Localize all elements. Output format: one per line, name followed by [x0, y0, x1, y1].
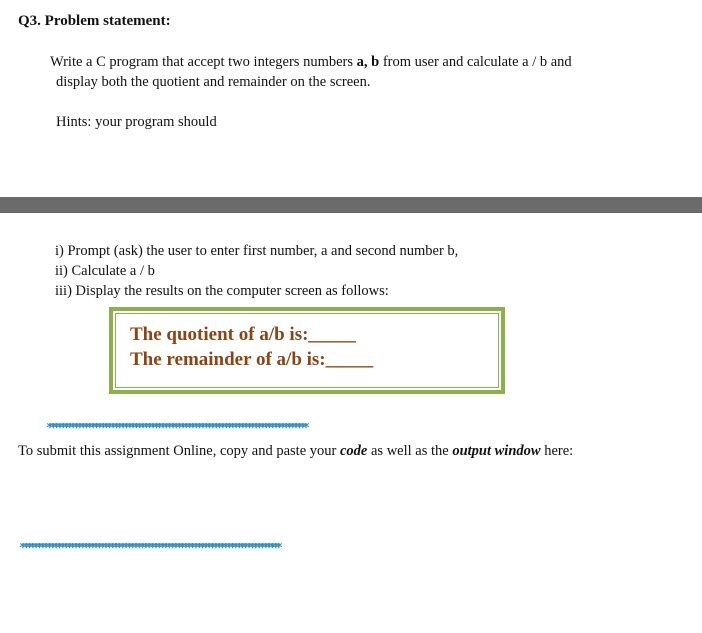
submit-text-3: here: — [540, 443, 574, 459]
submit-instructions — [18, 441, 573, 461]
quotient-line: The quotient of a/b is:_____ — [130, 324, 356, 345]
separator-stars-top: ****************************************************************************** — [46, 423, 306, 435]
problem-description — [50, 52, 572, 92]
problem-heading: Q3. Problem statement: — [18, 13, 171, 29]
submit-code-emphasis: code — [339, 443, 368, 459]
submit-text-1: To submit this assignment Online, copy and paste your — [18, 443, 340, 459]
description-text-1a: Write a C program that accept two integers numbers — [50, 54, 357, 70]
description-line-1 — [50, 52, 572, 72]
steps-list — [55, 241, 458, 301]
remainder-line: The remainder of a/b is:_____ — [130, 349, 374, 370]
submit-text-2: as well as the — [367, 443, 453, 459]
description-variables: a, b — [356, 54, 380, 70]
output-sample-box — [109, 307, 505, 394]
step-3: iii) Display the results on the computer screen as follows: — [55, 283, 389, 299]
step-2: ii) Calculate a / b — [55, 263, 155, 279]
step-1: i) Prompt (ask) the user to enter first number, a and second number b, — [55, 243, 459, 259]
description-text-1b: from user and calculate a / b and — [379, 54, 572, 70]
submit-output-emphasis: output window — [452, 443, 541, 459]
page-divider — [0, 197, 702, 213]
hints-text: Hints: your program should — [56, 114, 217, 130]
output-sample-inner — [115, 313, 499, 388]
description-line-2: display both the quotient and remainder on the screen. — [56, 74, 371, 90]
separator-stars-bottom: ****************************************************************************** — [19, 543, 279, 555]
